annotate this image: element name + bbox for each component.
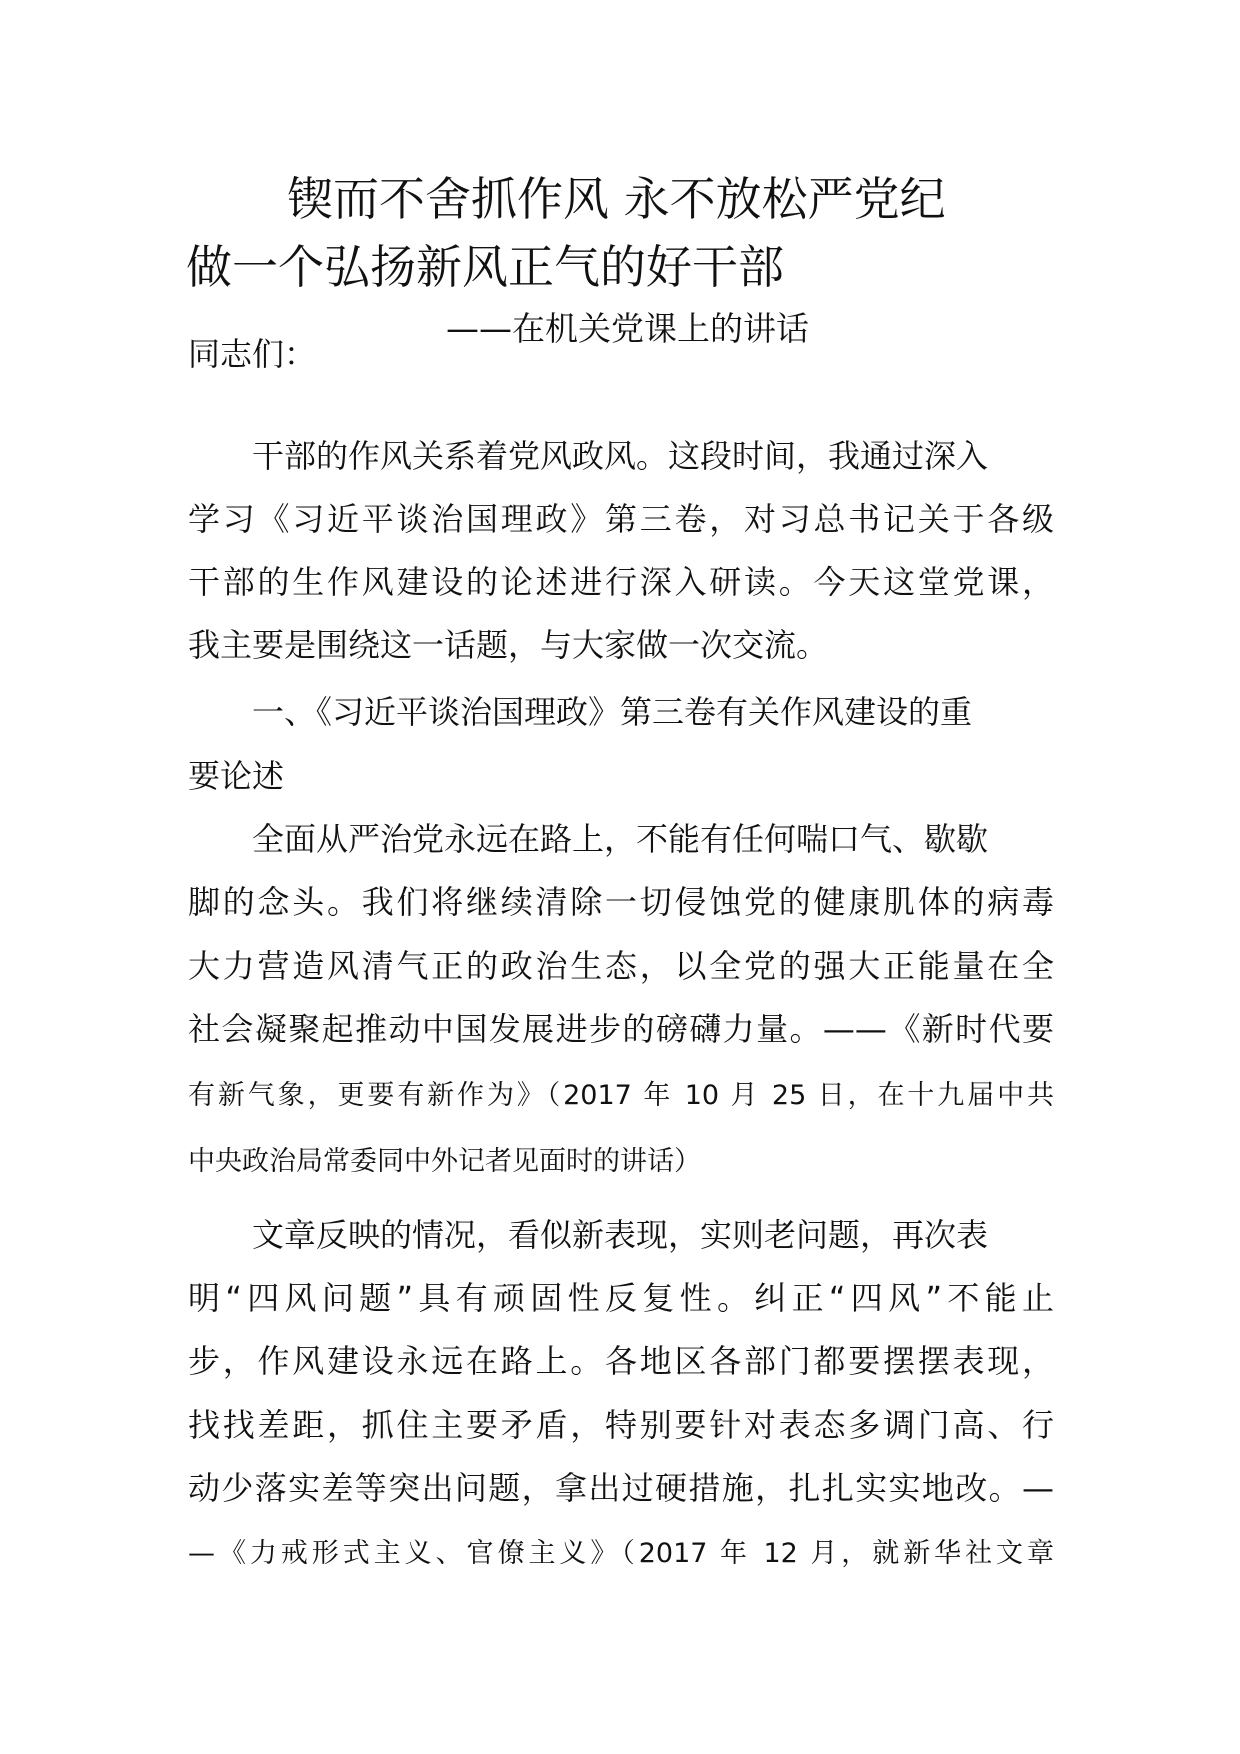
subtitle: ——在机关党课上的讲话: [446, 309, 809, 348]
paragraph-line: 找找差距，抓住主要矛盾，特别要针对表态多调门高、行: [188, 1406, 1054, 1444]
paragraph-line: 我主要是围绕这一话题，与大家做一次交流。: [188, 626, 829, 664]
title-line-2: 做一个弘扬新风正气的好干部: [186, 240, 784, 294]
paragraph-line: 干部的生作风建设的论述进行深入研读。今天这堂党课，: [188, 563, 1054, 601]
citation-line: 有新气象，更要有新作为》（2017 年 10 月 25 日，在十九届中共: [188, 1080, 1054, 1111]
paragraph-line: 明“四风问题”具有顽固性反复性。纠正“四风”不能止: [188, 1279, 1054, 1317]
salutation: 同志们：: [188, 335, 317, 373]
paragraph-line: 动少落实差等突出问题，拿出过硬措施，扎扎实实地改。—: [188, 1469, 1054, 1507]
citation-line: —《力戒形式主义、官僚主义》（2017 年 12 月，就新华社文章: [188, 1538, 1054, 1569]
paragraph-line: 全面从严治党永远在路上，不能有任何喘口气、歇歇: [252, 820, 989, 858]
paragraph-line: 学习《习近平谈治国理政》第三卷，对习总书记关于各级: [188, 500, 1054, 538]
paragraph-line: 社会凝聚起推动中国发展进步的磅礴力量。——《新时代要: [188, 1010, 1054, 1048]
paragraph-line: 步，作风建设永远在路上。各地区各部门都要摆摆表现，: [188, 1342, 1054, 1380]
section-heading: 一、《习近平谈治国理政》第三卷有关作风建设的重: [252, 693, 973, 731]
section-heading: 要论述: [188, 757, 285, 795]
paragraph-line: 脚的念头。我们将继续清除一切侵蚀党的健康肌体的病毒: [188, 883, 1054, 921]
paragraph-line: 文章反映的情况，看似新表现，实则老问题，再次表: [252, 1216, 989, 1254]
paragraph-line: 干部的作风关系着党风政风。这段时间，我通过深入: [252, 437, 989, 475]
paragraph-line: 大力营造风清气正的政治生态，以全党的强大正能量在全: [188, 947, 1054, 985]
citation-line: 中央政治局常委同中外记者见面时的讲话）: [188, 1146, 701, 1177]
title-line-1: 锲而不舍抓作风 永不放松严党纪: [287, 172, 946, 226]
